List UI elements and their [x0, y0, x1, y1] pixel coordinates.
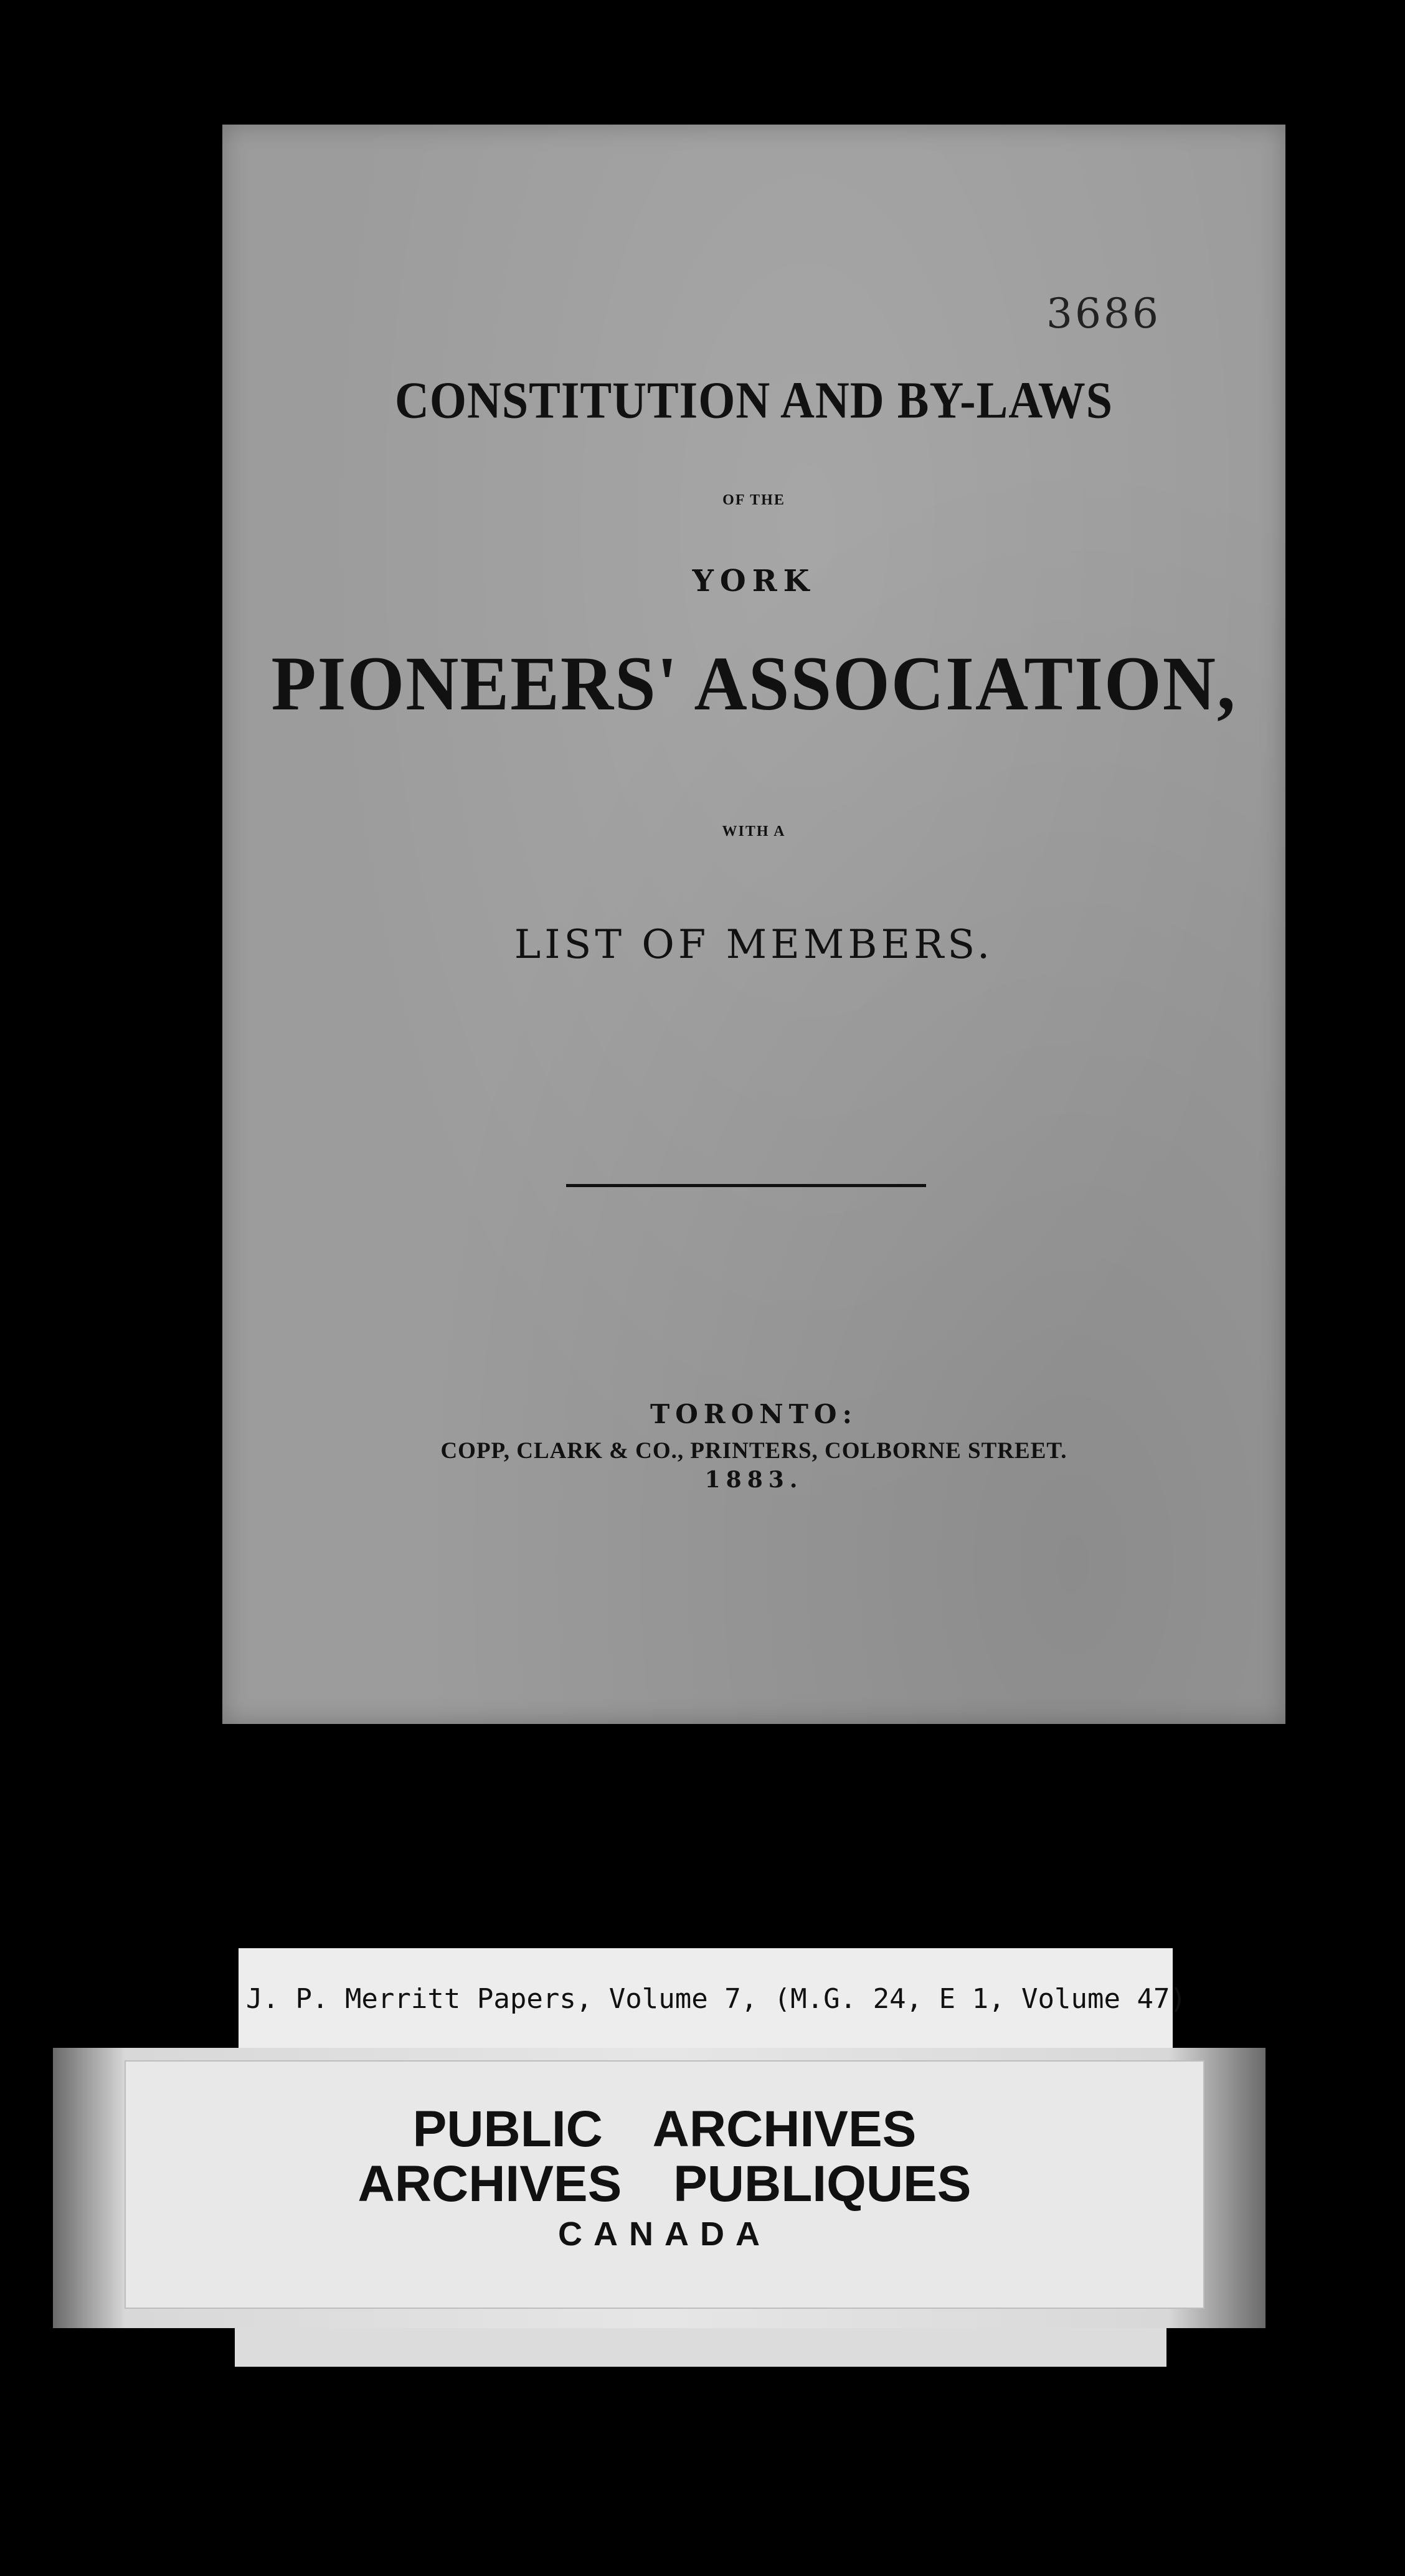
catalogue-number: 3686 [1046, 290, 1161, 338]
imprint-printer: COPP, CLARK & CO., PRINTERS, COLBORNE STREET. [440, 1438, 1067, 1464]
imprint-year: 1883. [704, 1467, 803, 1493]
public-archives-stamp [53, 2048, 1265, 2328]
title-association: PIONEERS' ASSOCIATION, [271, 640, 1237, 727]
title-constitution: CONSTITUTION AND BY-LAWS [394, 371, 1114, 430]
archive-caption-text: J. P. Merritt Papers, Volume 7, (M.G. 24, E 1, Volume 47) [246, 1983, 1186, 2015]
title-york: YORK [692, 564, 816, 599]
title-list-of-members: LIST OF MEMBERS. [514, 922, 994, 968]
archive-strip-bottom [235, 2327, 1166, 2367]
imprint-city: TORONTO: [650, 1399, 858, 1429]
stamp-line-archives-publiques: ARCHIVES PUBLIQUES [357, 2156, 972, 2212]
title-with-a: WITH A [722, 823, 786, 840]
title-of-the: OF THE [722, 492, 785, 508]
divider-rule [566, 1184, 926, 1187]
stamp-panel [125, 2060, 1204, 2309]
stamp-line-canada: CANADA [558, 2215, 771, 2253]
stamp-line-public-archives: PUBLIC ARCHIVES [412, 2101, 917, 2157]
archive-caption-strip [239, 1948, 1186, 2050]
document-page [222, 125, 1285, 1724]
